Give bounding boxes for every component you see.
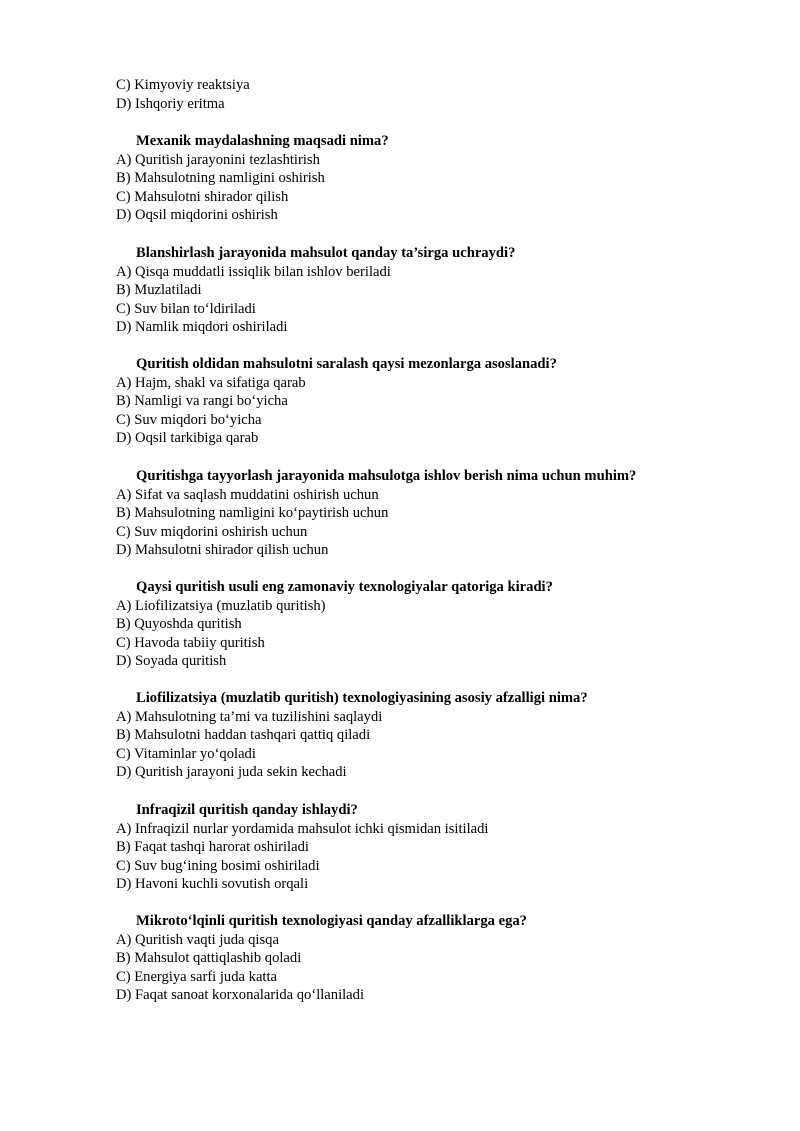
answer-option: D) Soyada quritish — [116, 653, 227, 670]
answer-option: D) Mahsulotni shirador qilish uchun — [116, 542, 329, 559]
question-title: Blanshirlash jarayonida mahsulot qanday ta’sirga uchraydi? — [136, 245, 516, 261]
question-block — [116, 578, 756, 671]
question-block — [116, 689, 756, 782]
question-block — [116, 467, 756, 560]
answer-option: C) Havoda tabiiy quritish — [116, 634, 265, 651]
answer-option: C) Suv miqdori bo‘yicha — [116, 411, 262, 428]
question-title: Quritish oldidan mahsulotni saralash qaysi mezonlarga asoslanadi? — [136, 356, 557, 372]
answer-option: C) Suv bilan to‘ldiriladi — [116, 300, 256, 317]
question-block — [116, 244, 756, 337]
question-title: Qaysi quritish usuli eng zamonaviy texnologiyalar qatoriga kiradi? — [136, 579, 553, 595]
question-block — [116, 801, 756, 894]
answer-option: D) Quritish jarayoni juda sekin kechadi — [116, 764, 347, 781]
answer-option: B) Quyoshda quritish — [116, 616, 242, 633]
question-title: Infraqizil quritish qanday ishlaydi? — [136, 802, 358, 818]
previous-question-options — [116, 76, 756, 113]
answer-option: A) Mahsulotning ta’mi va tuzilishini saqlaydi — [116, 708, 383, 725]
answer-option: C) Suv miqdorini oshirish uchun — [116, 523, 308, 540]
answer-option: B) Faqat tashqi harorat oshiriladi — [116, 839, 309, 856]
answer-option: A) Quritish jarayonini tezlashtirish — [116, 151, 320, 168]
answer-option: D) Namlik miqdori oshiriladi — [116, 319, 288, 336]
answer-option: B) Namligi va rangi bo‘yicha — [116, 393, 288, 410]
question-title: Liofilizatsiya (muzlatib quritish) texnologiyasining asosiy afzalligi nima? — [136, 690, 588, 706]
question-block — [116, 912, 756, 1005]
answer-option: B) Mahsulotning namligini oshirish — [116, 170, 325, 187]
answer-option: C) Vitaminlar yo‘qoladi — [116, 745, 256, 762]
answer-option: B) Mahsulotning namligini ko‘paytirish uchun — [116, 505, 389, 522]
answer-option: A) Sifat va saqlash muddatini oshirish uchun — [116, 486, 379, 503]
answer-option: A) Qisqa muddatli issiqlik bilan ishlov beriladi — [116, 263, 391, 280]
question-title: Mexanik maydalashning maqsadi nima? — [136, 133, 389, 149]
question-block — [116, 132, 756, 225]
answer-option: A) Hajm, shakl va sifatiga qarab — [116, 374, 306, 391]
answer-option: A) Quritish vaqti juda qisqa — [116, 931, 279, 948]
question-block — [116, 355, 756, 448]
answer-option: D) Ishqoriy eritma — [116, 95, 225, 112]
answer-option: C) Kimyoviy reaktsiya — [116, 77, 250, 93]
answer-option: D) Havoni kuchli sovutish orqali — [116, 876, 309, 893]
answer-option: C) Suv bug‘ining bosimi oshiriladi — [116, 857, 320, 874]
answer-option: D) Oqsil miqdorini oshirish — [116, 207, 278, 224]
answer-option: A) Liofilizatsiya (muzlatib quritish) — [116, 597, 326, 614]
answer-option: C) Energiya sarfi juda katta — [116, 968, 278, 985]
answer-option: C) Mahsulotni shirador qilish — [116, 188, 289, 205]
question-title: Mikroto‘lqinli quritish texnologiyasi qanday afzalliklarga ega? — [136, 913, 527, 929]
answer-option: B) Mahsulot qattiqlashib qoladi — [116, 950, 302, 967]
answer-option: B) Muzlatiladi — [116, 282, 202, 299]
question-title: Quritishga tayyorlash jarayonida mahsulotga ishlov berish nima uchun muhim? — [136, 468, 637, 484]
answer-option: B) Mahsulotni haddan tashqari qattiq qiladi — [116, 727, 371, 744]
answer-option: A) Infraqizil nurlar yordamida mahsulot ichki qismidan isitiladi — [116, 820, 489, 837]
answer-option: D) Faqat sanoat korxonalarida qo‘llaniladi — [116, 987, 365, 1004]
answer-option: D) Oqsil tarkibiga qarab — [116, 430, 259, 447]
